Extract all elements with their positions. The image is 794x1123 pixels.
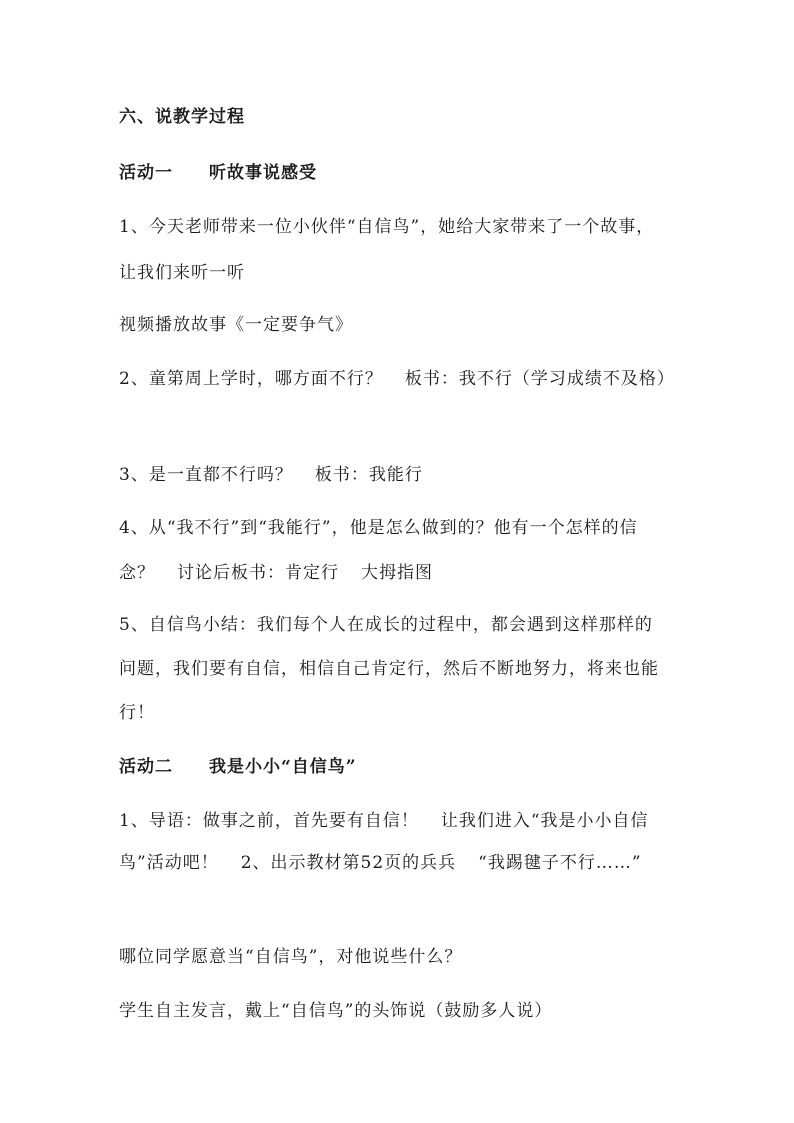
item2-board: 板书：我不行（学习成绩不及格） [404,369,675,389]
activity1-item5-line3: 行！ [119,703,155,723]
activity1-item5-line2: 问题，我们要有自信，相信自己肯定行，然后不断地努力，将来也能 [119,659,659,679]
activity1-item1-line1: 1、今天老师带来一位小伙伴“自信鸟”，她给大家带来了一个故事， [119,217,655,237]
item4-thumb: 大拇指图 [361,563,433,583]
section-title: 六、说教学过程 [119,107,245,127]
activity1-title: 听故事说感受 [209,163,317,183]
activity2-question: 哪位同学愿意当“自信鸟”，对他说些什么？ [119,947,463,967]
activity2-item1-line1 [119,810,649,832]
activity2-label: 活动二 [119,757,173,777]
activity1-item2 [119,368,675,390]
item2-textbook: 2、出示教材第52页的兵兵 [240,853,457,873]
activity1-label: 活动一 [119,163,173,183]
activity1-item5-line1: 5、自信鸟小结：我们每个人在成长的过程中，都会遇到这样那样的 [119,615,653,635]
item1-intro: 1、导语：做事之前，首先要有自信！ [119,811,419,831]
item2-question: 2、童第周上学时，哪方面不行？ [119,369,383,389]
item3-question: 3、是一直都不行吗？ [119,465,293,485]
activity2-item1-line2 [119,852,642,874]
activity1-item3 [119,464,423,486]
item4-nian: 念？ [119,563,155,583]
item2-quote: “我踢毽子不行……” [478,853,642,873]
item1-enter: 让我们进入“我是小小自信 [440,811,649,831]
activity2-student: 学生自主发言，戴上“自信鸟”的头饰说（鼓励多人说） [119,1001,553,1021]
activity1-item4-line1: 4、从“我不行”到“我能行”，他是怎么做到的？他有一个怎样的信 [119,518,638,538]
activity1-item4-line2 [119,562,433,584]
item1-activity: 鸟”活动吧！ [119,853,219,873]
video-line: 视频播放故事《一定要争气》 [119,315,353,335]
activity2-title: 我是小小“自信鸟” [209,757,357,777]
item3-board: 板书：我能行 [314,465,423,485]
activity1-heading [119,162,317,184]
item4-board: 讨论后板书：肯定行 [177,563,339,583]
activity1-item1-line2: 让我们来听一听 [119,263,245,283]
activity2-heading [119,756,357,778]
